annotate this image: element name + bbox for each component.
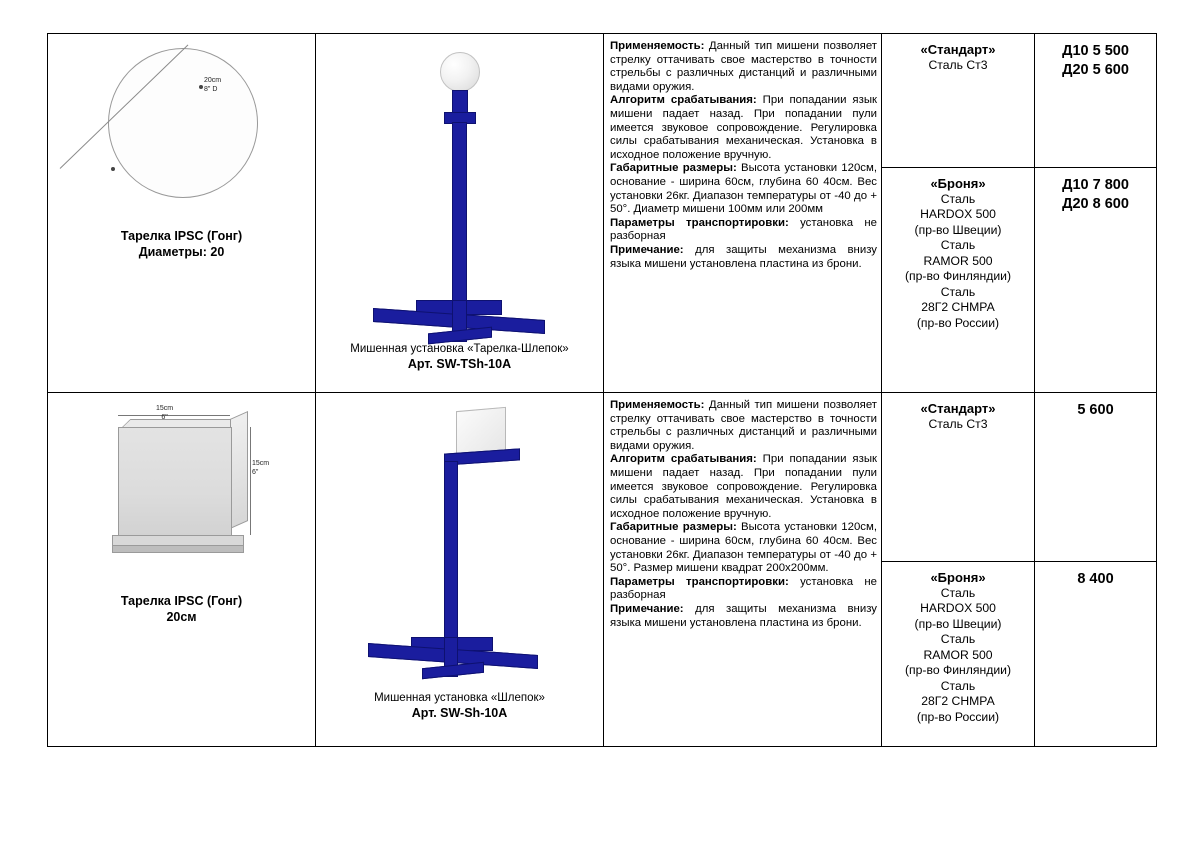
product-description-cell-2 [604, 393, 882, 747]
material-line: (пр-во Швеции) [914, 616, 1002, 631]
price-line-d10: Д10 7 800 [1062, 177, 1129, 193]
price-line-d10: Д10 5 500 [1062, 43, 1129, 59]
drawing-caption-2 [48, 593, 315, 625]
material-line: (пр-во Швеции) [914, 222, 1002, 237]
drawing-caption-1 [48, 228, 315, 260]
dimension-dot-bottom [111, 167, 115, 171]
algorithm-text: При попадании язык мишени падает назад. При попадании пули имеется звуковое сопровождение. Регулировка силы срабатывания механическая. Установка в исходное положение вручную. [610, 94, 877, 161]
material-cell-armor-2 [882, 562, 1035, 747]
price-line-d20: Д20 5 600 [1062, 62, 1129, 78]
price-cell-armor-1 [1035, 168, 1157, 393]
note-text: для защиты механизма внизу языка мишени установлена пластина из брони. [610, 602, 877, 629]
drawing-caption-size: Диаметры: 20 [138, 245, 225, 259]
target-neck [452, 90, 468, 114]
material-line: (пр-во Финляндии) [904, 269, 1012, 283]
product-drawing-cell-1 [48, 34, 316, 393]
dimension-top-cm: 15cm [156, 405, 174, 412]
dimensions-text: Высота установки 120см, основание - ширина 60см, глубина 60 40см. Вес установки 26кг. Диапазон температуры от -40 до + 50°. Диаметр мишени 100мм или 200мм [610, 162, 877, 216]
circle-target-drawing [48, 40, 315, 220]
material-line: Сталь [940, 585, 976, 600]
dimension-line-top [118, 415, 230, 416]
price-armor-2 [1035, 562, 1156, 746]
square-target-shape [110, 413, 256, 563]
material-line: RAMOR 500 [923, 647, 993, 662]
material-title: «Броня» [930, 176, 986, 191]
material-line: Сталь [940, 678, 976, 693]
material-cell-standard-1 [882, 34, 1035, 168]
product-description-cell-1 [604, 34, 882, 393]
drawing-caption-title: Тарелка IPSC (Гонг) [120, 229, 243, 243]
transport-text: установка не разборная [610, 575, 877, 602]
material-armor-2 [882, 562, 1034, 746]
material-line: Сталь [940, 191, 976, 206]
material-cell-standard-2 [882, 393, 1035, 562]
material-line: HARDOX 500 [920, 601, 996, 615]
transport-text: установка не разборная [610, 216, 877, 243]
material-line: Сталь [940, 238, 976, 252]
material-standard-2 [882, 393, 1034, 561]
dimension-dot-top [199, 85, 203, 89]
transport-label: Параметры транспортировки: [610, 216, 789, 229]
photo-caption-name: Мишенная установка «Шлепок» [374, 692, 545, 704]
material-cell-armor-1 [882, 168, 1035, 393]
dimension-label [204, 76, 221, 94]
target-stand-photo-1 [316, 38, 603, 338]
photo-caption-article: Арт. SW-TSh-10A [407, 357, 512, 371]
description-text-1 [604, 34, 881, 279]
material-armor-1 [882, 168, 1034, 392]
price-armor-1 [1035, 168, 1156, 392]
square-front-face [118, 427, 232, 537]
applicability-text: Данный тип мишени позволяет стрелку оттачивать свое мастерство в точности стрельбы с различных дистанций и различными видами оружия. [610, 399, 877, 452]
material-title: «Стандарт» [920, 42, 996, 57]
algorithm-label: Алгоритм срабатывания: [610, 453, 757, 466]
round-target-plate-icon [440, 52, 480, 92]
dimensions-label: Габаритные размеры: [610, 521, 737, 534]
dimensions-label: Габаритные размеры: [610, 162, 737, 175]
dimension-label-inch: 8" D [204, 86, 218, 93]
vertical-post [444, 461, 458, 639]
material-title: «Стандарт» [920, 401, 996, 416]
applicability-text: Данный тип мишени позволяет стрелку оттачивать свое мастерство в точности стрельбы с различных дистанций и различными видами оружия. [610, 40, 877, 93]
material-line: Сталь Ст3 [928, 416, 988, 431]
material-line: (пр-во России) [916, 709, 1000, 724]
table-row [48, 393, 1157, 562]
dimension-top-inch: 6" [161, 414, 168, 421]
algorithm-label: Алгоритм срабатывания: [610, 94, 757, 107]
material-line: (пр-во Финляндии) [904, 663, 1012, 677]
price-line: 8 400 [1077, 571, 1114, 587]
drawing-caption-title: Тарелка IPSC (Гонг) [120, 594, 243, 608]
square-base-plate-lower [112, 545, 244, 553]
square-side-face [230, 411, 248, 529]
note-label: Примечание: [610, 602, 684, 615]
price-standard-2 [1035, 393, 1156, 561]
algorithm-text: При попадании язык мишени падает назад. При попадании пули имеется звуковое сопровождение. Регулировка силы срабатывания механическая. Установка в исходное положение вручную. [610, 453, 877, 520]
photo-caption-article: Арт. SW-Sh-10A [411, 706, 508, 720]
material-line: Сталь [940, 284, 976, 299]
note-text: для защиты механизма внизу языка мишени установлена пластина из брони. [610, 243, 877, 270]
photo-caption-1 [316, 342, 603, 383]
product-drawing-cell-2 [48, 393, 316, 747]
price-line-d20: Д20 8 600 [1062, 196, 1129, 212]
photo-caption-name: Мишенная установка «Тарелка-Шлепок» [350, 343, 569, 355]
description-text-2 [604, 393, 881, 638]
material-title: «Броня» [930, 570, 986, 585]
price-cell-armor-2 [1035, 562, 1157, 747]
price-line: 5 600 [1077, 402, 1114, 418]
material-line: 28Г2 СНМРА [921, 694, 995, 708]
photo-caption-2 [316, 691, 603, 732]
dimension-side-inch: 6" [252, 469, 259, 476]
dimension-label-cm: 20cm [204, 77, 222, 84]
material-line: HARDOX 500 [920, 207, 996, 221]
material-standard-1 [882, 34, 1034, 167]
product-photo-cell-1 [316, 34, 604, 393]
price-cell-standard-1 [1035, 34, 1157, 168]
circle-outline [108, 48, 258, 198]
material-line: RAMOR 500 [923, 253, 993, 268]
applicability-label: Применяемость: [610, 399, 705, 411]
price-standard-1 [1035, 34, 1156, 167]
material-line: Сталь [940, 632, 976, 646]
product-catalog-table [47, 33, 1157, 747]
vertical-post [452, 122, 467, 302]
product-photo-cell-2 [316, 393, 604, 747]
transport-label: Параметры транспортировки: [610, 575, 789, 588]
material-line: (пр-во России) [916, 315, 1000, 330]
applicability-label: Применяемость: [610, 40, 705, 52]
dimension-side-cm: 15cm [252, 460, 270, 467]
target-stand-photo-2 [316, 397, 603, 687]
drawing-caption-size: 20см [166, 610, 197, 624]
dimension-label-top [156, 404, 173, 422]
price-cell-standard-2 [1035, 393, 1157, 562]
dimension-line-side [250, 427, 251, 535]
table-row [48, 34, 1157, 168]
material-line: 28Г2 СНМРА [921, 300, 995, 314]
dimensions-text: Высота установки 120см, основание - ширина 60см, глубина 60 40см. Вес установки 26кг. Диапазон температуры от -40 до + 50°. Размер мишени квадрат 200х200мм. [610, 521, 877, 575]
material-line: Сталь Ст3 [928, 57, 988, 72]
square-target-drawing [48, 399, 315, 585]
note-label: Примечание: [610, 243, 684, 256]
dimension-label-side [252, 459, 269, 477]
